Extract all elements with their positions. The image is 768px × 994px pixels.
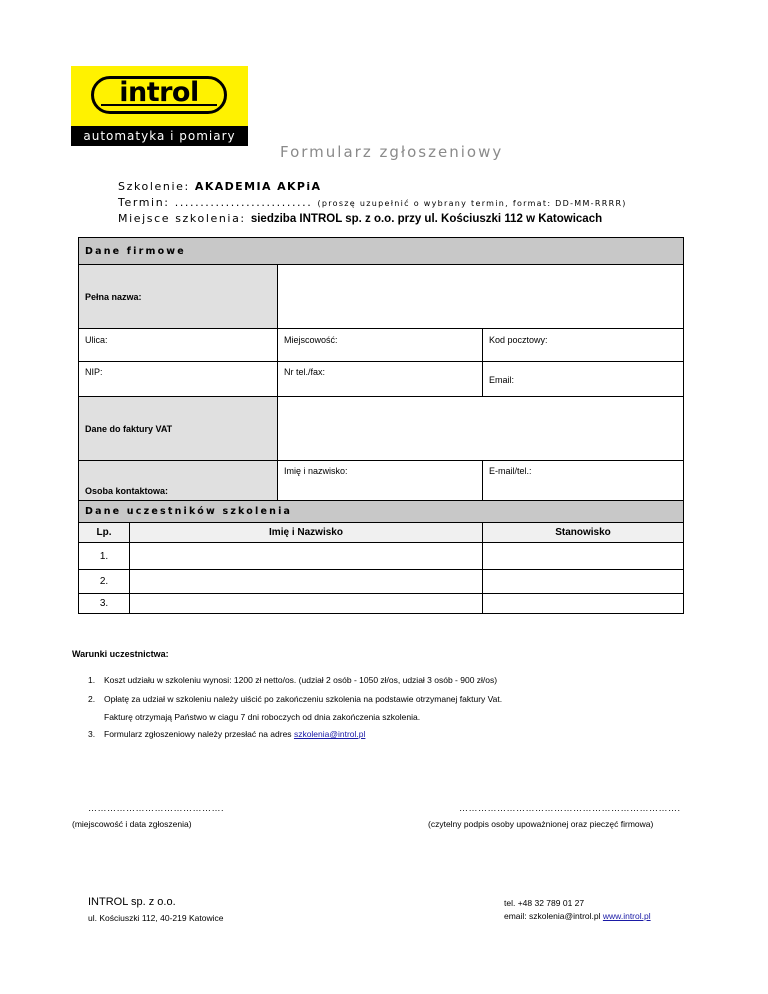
conditions-title: Warunki uczestnictwa: [72,649,169,659]
col-name-header: Imię i Nazwisko [130,523,483,543]
contact-name-label: Imię i nazwisko: [284,466,348,476]
participant-name-cell[interactable] [130,543,483,570]
city-field[interactable] [278,329,483,362]
registration-form-table [78,237,684,614]
training-label: Szkolenie: [118,180,190,193]
email-label: Email: [489,375,515,385]
condition-number: 2. [88,694,96,704]
nip-field[interactable] [79,362,278,397]
phone-field[interactable] [278,362,483,397]
term-dots[interactable]: ........................... [174,196,313,209]
table-row [79,594,684,614]
footer-phone: tel. +48 32 789 01 27 [504,898,585,908]
logo-tagline: automatyka i pomiary [71,126,248,146]
place-date-dots[interactable]: ……………………………………. [88,803,225,813]
street-label: Ulica: [85,335,108,345]
full-name-field[interactable] [278,265,684,329]
signature-caption: (czytelny podpis osoby upoważnionej oraz pieczęć firmowa) [428,819,654,829]
footer-email: email: szkolenia@introl.pl [504,911,601,921]
participant-position-cell[interactable] [483,570,684,594]
invoice-field[interactable] [278,397,684,461]
condition-item [88,675,497,685]
condition-subtext: Fakturę otrzymają Państwo w ciagu 7 dni roboczych od dnia zakończenia szkolenia. [104,712,421,722]
participants-section-header: Dane uczestników szkolenia [79,501,684,523]
invoice-label: Dane do faktury VAT [79,397,278,461]
postal-code-field[interactable] [483,329,684,362]
training-email-link[interactable]: szkolenia@introl.pl [293,729,366,739]
footer-contact [504,911,651,921]
row-number: 1. [79,543,130,570]
term-hint: (proszę uzupełnić o wybrany termin, format: DD-MM-RRRR) [317,199,627,208]
company-section-header: Dane firmowe [79,238,684,265]
col-position-header: Stanowisko [483,523,684,543]
website-link[interactable]: www.introl.pl [602,911,651,921]
place-date-caption: (miejscowość i data zgłoszenia) [72,819,192,829]
participant-position-cell[interactable] [483,594,684,614]
email-field[interactable] [483,362,684,397]
logo-brand: introl [119,77,199,108]
page-title: Formularz zgłoszeniowy [280,143,504,161]
table-row [79,570,684,594]
footer-address: ul. Kościuszki 112, 40-219 Katowice [88,913,224,923]
condition-text: Formularz zgłoszeniowy należy przesłać na adres [104,729,292,739]
participant-name-cell[interactable] [130,570,483,594]
footer-company: INTROL sp. z o.o. [88,896,176,908]
table-row [79,543,684,570]
place-label: Miejsce szkolenia: [118,212,246,225]
col-lp-header: Lp. [79,523,130,543]
condition-item [88,694,502,704]
condition-item [88,729,365,739]
city-label: Miejscowość: [284,335,338,345]
contact-person-label: Osoba kontaktowa: [79,461,278,501]
contact-email-label: E-mail/tel.: [489,466,532,476]
term-line [118,196,627,209]
place-line [118,212,602,225]
row-number: 2. [79,570,130,594]
condition-text: Koszt udziału w szkoleniu wynosi: 1200 zł netto/os. (udział 2 osób - 1050 zł/os, udział 3 osób - 900 zł/os) [104,675,498,685]
condition-number: 3. [88,729,96,739]
term-label: Termin: [118,196,170,209]
condition-number: 1. [88,675,96,685]
participant-position-cell[interactable] [483,543,684,570]
condition-text: Opłatę za udział w szkoleniu należy uiścić po zakończeniu szkolenia na podstawie otrzymanej faktury Vat. [104,694,503,704]
street-field[interactable] [79,329,278,362]
signature-dots[interactable]: ……………………………………………………………. [459,803,681,813]
training-line [118,180,321,193]
postal-code-label: Kod pocztowy: [489,335,548,345]
introl-logo [71,66,248,146]
participant-name-cell[interactable] [130,594,483,614]
training-value: AKADEMIA AKPiA [194,180,322,193]
place-value: siedziba INTROL sp. z o.o. przy ul. Kościuszki 112 w Katowicach [250,213,603,225]
row-number: 3. [79,594,130,614]
nip-label: NIP: [85,367,103,377]
contact-email-field[interactable] [483,461,684,501]
contact-name-field[interactable] [278,461,483,501]
phone-label: Nr tel./fax: [284,367,326,377]
full-name-label: Pełna nazwa: [79,265,278,329]
